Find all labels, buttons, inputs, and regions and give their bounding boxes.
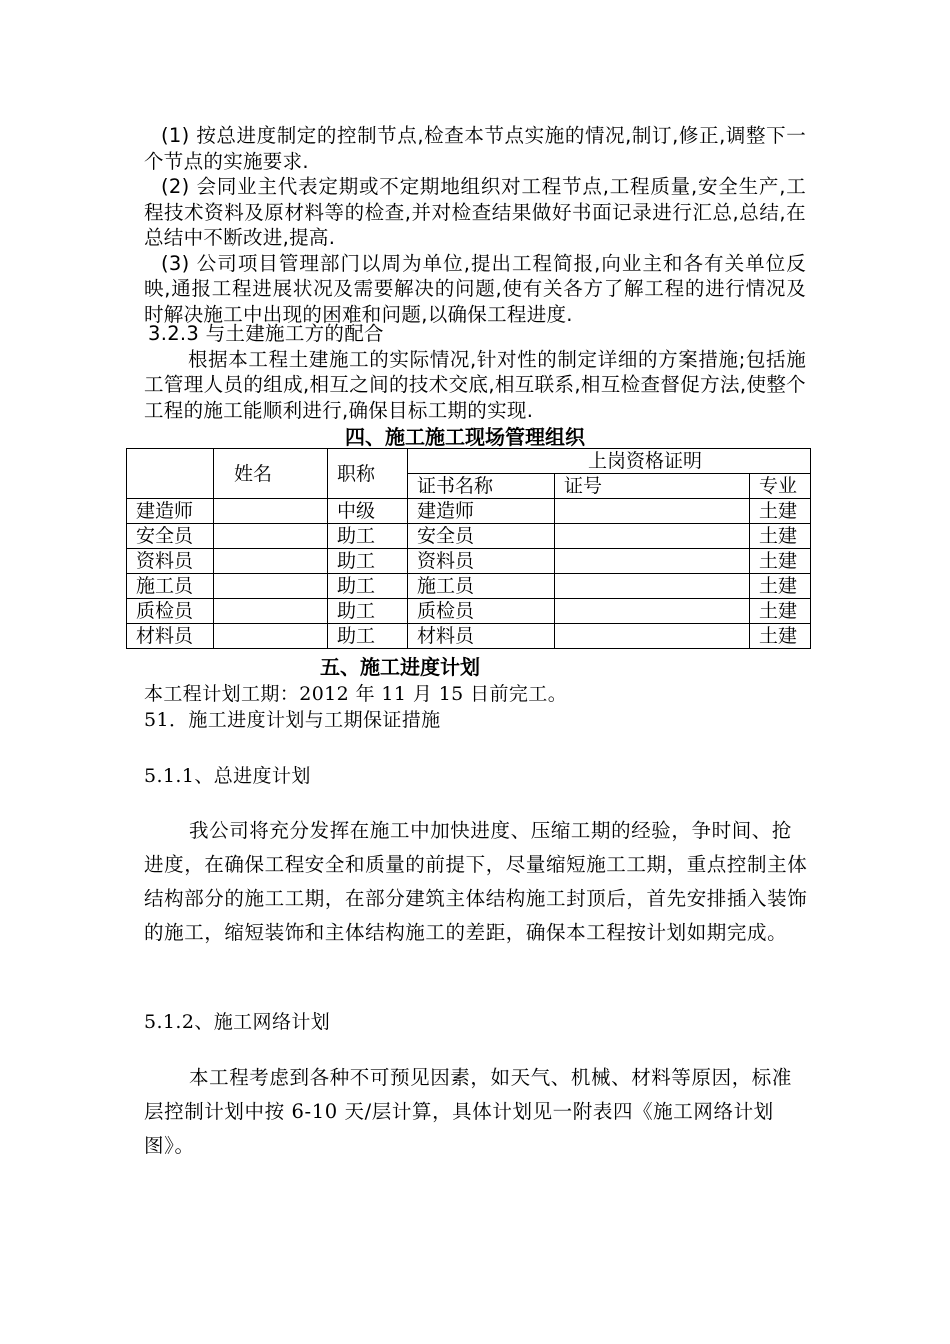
cell-rank: 助工 (328, 599, 408, 624)
section-5-title: 五、施工进度计划 (320, 655, 480, 679)
section-3-2-3-body: 根据本工程土建施工的实际情况,针对性的制定详细的方案措施;包括施工管理人员的组成,相互之间的技术交底,相互联系,相互检查督促方法,使整个工程的施工能顺利进行,确保目标工期的实现. (144, 347, 806, 422)
header-role-empty (127, 449, 214, 499)
cell-cert-name: 材料员 (408, 624, 555, 649)
cell-cert-no (555, 549, 750, 574)
cell-cert-name: 安全员 (408, 524, 555, 549)
cell-name (214, 549, 328, 574)
cell-rank: 助工 (328, 574, 408, 599)
cell-cert-no (555, 524, 750, 549)
table-row (127, 574, 811, 599)
cell-cert-no (555, 574, 750, 599)
cell-rank: 助工 (328, 524, 408, 549)
subheading-5-1: 51．施工进度计划与工期保证措施 (144, 709, 441, 731)
para-5-1-2-wrap (144, 1061, 808, 1163)
section-4-title: 四、施工施工现场管理组织 (345, 425, 585, 449)
item-3: (3) 公司项目管理部门以周为单位,提出工程简报,向业主和各有关单位反映,通报工程进展状况及需要解决的问题,使有关各方了解工程的进行情况及时解决施工中出现的困难和问题,以确保工程进度. (144, 251, 806, 326)
table-header-row (127, 449, 811, 474)
subheading-5-1-1: 5.1.1、总进度计划 (144, 765, 311, 787)
cell-specialty: 土建 (750, 524, 811, 549)
item-list (144, 123, 806, 327)
para-5-1-2: 本工程考虑到各种不可预见因素，如天气、机械、材料等原因，标准层控制计划中按 6-10 天/层计算，具体计划见一附表四《施工网络计划图》。 (144, 1066, 793, 1157)
header-cert-group: 上岗资格证明 (408, 449, 811, 474)
cell-specialty: 土建 (750, 499, 811, 524)
para-5-1-1: 我公司将充分发挥在施工中加快进度、压缩工期的经验，争时间、抢进度，在确保工程安全和质量的前提下，尽量缩短施工工期，重点控制主体结构部分的施工工期，在部分建筑主体结构施工封顶后，首先安排插入装饰的施工，缩短装饰和主体结构施工的差距，确保本工程按计划如期完成。 (144, 819, 808, 944)
cell-role: 质检员 (127, 599, 214, 624)
item-1: (1) 按总进度制定的控制节点,检查本节点实施的情况,制订,修正,调整下一个节点的实施要求. (144, 124, 806, 173)
header-name: 姓名 (214, 449, 328, 499)
cell-rank: 助工 (328, 624, 408, 649)
section-5-intro (144, 681, 824, 733)
cell-rank: 助工 (328, 549, 408, 574)
cell-cert-name: 资料员 (408, 549, 555, 574)
table-row (127, 524, 811, 549)
table-row (127, 624, 811, 649)
table-row (127, 499, 811, 524)
header-rank: 职称 (328, 449, 408, 499)
cell-cert-no (555, 499, 750, 524)
subheading-5-1-2-wrap (144, 1009, 806, 1035)
cell-cert-name: 施工员 (408, 574, 555, 599)
cell-name (214, 499, 328, 524)
cell-name (214, 574, 328, 599)
cell-name (214, 599, 328, 624)
cell-cert-no (555, 599, 750, 624)
cell-rank: 中级 (328, 499, 408, 524)
cell-name (214, 624, 328, 649)
cell-role: 施工员 (127, 574, 214, 599)
subheading-5-1-2: 5.1.2、施工网络计划 (144, 1011, 331, 1033)
cell-specialty: 土建 (750, 574, 811, 599)
cell-role: 材料员 (127, 624, 214, 649)
header-cert-no: 证号 (555, 474, 750, 499)
cell-cert-name: 建造师 (408, 499, 555, 524)
cell-cert-no (555, 624, 750, 649)
header-specialty: 专业 (750, 474, 811, 499)
cell-specialty: 土建 (750, 624, 811, 649)
subheading-5-1-1-wrap (144, 763, 806, 789)
section-3-2-3 (144, 321, 806, 423)
cell-role: 安全员 (127, 524, 214, 549)
cell-specialty: 土建 (750, 599, 811, 624)
table-row (127, 599, 811, 624)
section-3-2-3-heading: 3.2.3 与土建施工方的配合 (148, 322, 384, 345)
header-cert-name: 证书名称 (408, 474, 555, 499)
para-5-1-1-wrap (144, 814, 808, 950)
cell-cert-name: 质检员 (408, 599, 555, 624)
table-row (127, 549, 811, 574)
cell-role: 资料员 (127, 549, 214, 574)
schedule-line: 本工程计划工期：2012 年 11 月 15 日前完工。 (144, 683, 568, 705)
cell-specialty: 土建 (750, 549, 811, 574)
item-2: (2) 会同业主代表定期或不定期地组织对工程节点,工程质量,安全生产,工程技术资料及原材料等的检查,并对检查结果做好书面记录进行汇总,总结,在总结中不断改进,提高. (144, 175, 806, 249)
staff-table (126, 448, 811, 649)
cell-role: 建造师 (127, 499, 214, 524)
cell-name (214, 524, 328, 549)
